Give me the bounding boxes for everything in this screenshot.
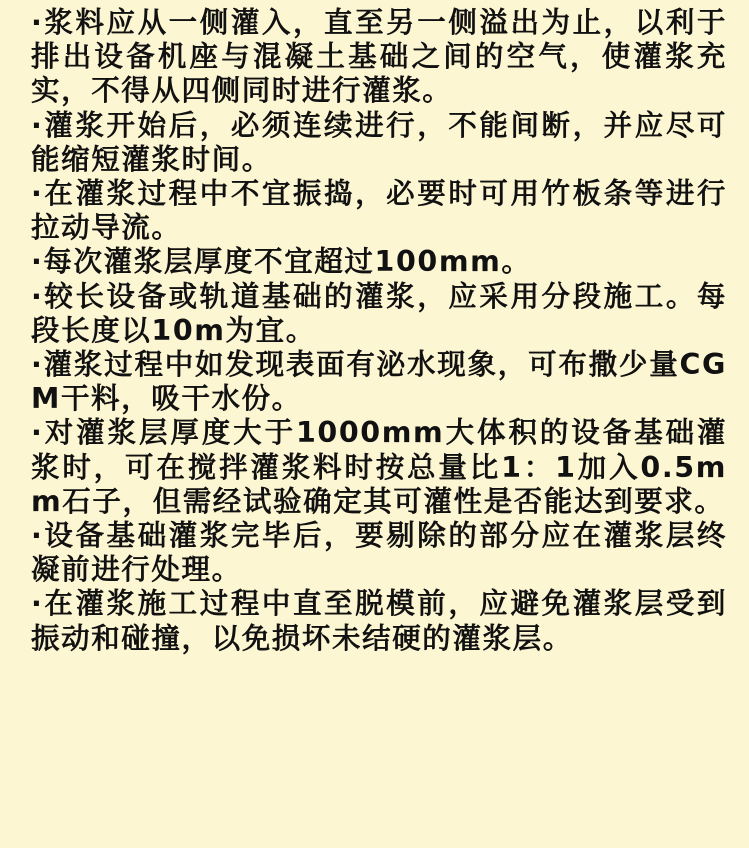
paragraph-item: ·每次灌浆层厚度不宜超过100mm。 <box>31 245 532 279</box>
paragraph-item: ·浆料应从一侧灌入，直至另一侧溢出为止，以利于排出设备机座与混凝土基础之间的空气，使灌浆充实，不得从四侧同时进行灌浆。 <box>31 6 727 108</box>
paragraph-item: ·灌浆开始后，必须连续进行，不能间断，并应尽可能缩短灌浆时间。 <box>31 108 727 176</box>
paragraph-item: ·设备基础灌浆完毕后，要剔除的部分应在灌浆层终凝前进行处理。 <box>31 519 727 587</box>
paragraph-item: ·对灌浆层厚度大于1000mm大体积的设备基础灌浆时，可在搅拌灌浆料时按总量比1：1加入0.5mm石子，但需经试验确定其可灌性是否能达到要求。 <box>31 416 727 518</box>
paragraph-item: ·较长设备或轨道基础的灌浆，应采用分段施工。每段长度以10m为宜。 <box>31 279 727 347</box>
paragraph-item: ·在灌浆过程中不宜振捣，必要时可用竹板条等进行拉动导流。 <box>31 177 727 245</box>
paragraph-item: ·在灌浆施工过程中直至脱模前，应避免灌浆层受到振动和碰撞，以免损坏未结硬的灌浆层。 <box>31 587 727 655</box>
paragraph-item: ·灌浆过程中如发现表面有泌水现象，可布撒少量CGM干料，吸干水份。 <box>31 348 727 416</box>
